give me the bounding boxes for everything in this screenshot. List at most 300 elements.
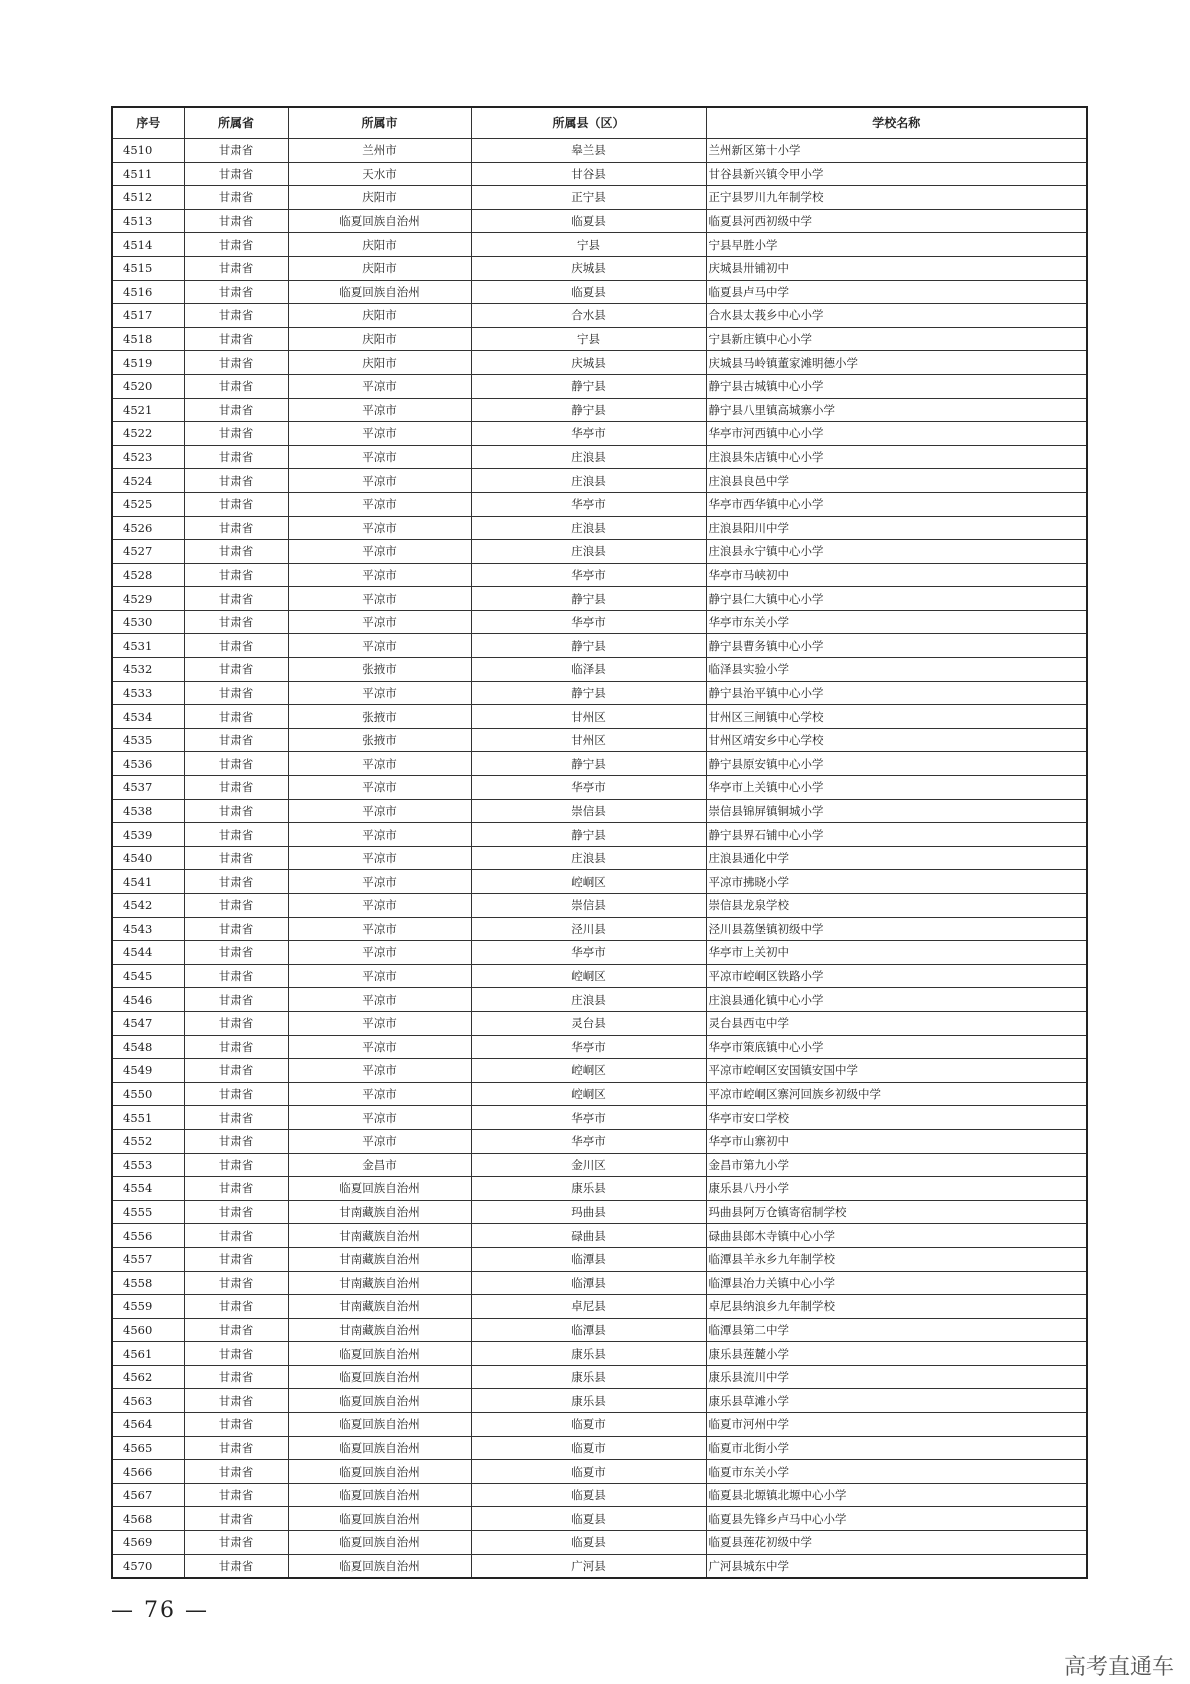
cell-province: 甘肃省 (184, 1436, 288, 1460)
table-row (112, 1129, 1087, 1153)
cell-county: 华亭市 (471, 422, 706, 446)
cell-school-name: 金昌市第九小学 (706, 1153, 1087, 1177)
table-row (112, 492, 1087, 516)
cell-school-name: 甘州区靖安乡中心学校 (706, 728, 1087, 752)
cell-school-name: 临夏县北塬镇北塬中心小学 (706, 1483, 1087, 1507)
cell-seq: 4511 (112, 162, 184, 186)
cell-seq: 4523 (112, 445, 184, 469)
table-row (112, 1531, 1087, 1555)
table-row (112, 351, 1087, 375)
cell-city: 甘南藏族自治州 (288, 1271, 471, 1295)
cell-province: 甘肃省 (184, 256, 288, 280)
cell-school-name: 康乐县八丹小学 (706, 1177, 1087, 1201)
cell-province: 甘肃省 (184, 964, 288, 988)
table-row (112, 1271, 1087, 1295)
cell-seq: 4569 (112, 1531, 184, 1555)
cell-school-name: 静宁县仁大镇中心小学 (706, 587, 1087, 611)
cell-city: 平凉市 (288, 398, 471, 422)
table-row (112, 1011, 1087, 1035)
cell-school-name: 静宁县原安镇中心小学 (706, 752, 1087, 776)
cell-county: 康乐县 (471, 1177, 706, 1201)
cell-county: 甘州区 (471, 705, 706, 729)
cell-city: 平凉市 (288, 988, 471, 1012)
table-row (112, 1177, 1087, 1201)
cell-city: 临夏回族自治州 (288, 1483, 471, 1507)
cell-school-name: 崇信县龙泉学校 (706, 894, 1087, 918)
cell-county: 华亭市 (471, 776, 706, 800)
cell-seq: 4553 (112, 1153, 184, 1177)
cell-province: 甘肃省 (184, 422, 288, 446)
cell-county: 康乐县 (471, 1342, 706, 1366)
cell-school-name: 华亭市东关小学 (706, 610, 1087, 634)
cell-province: 甘肃省 (184, 752, 288, 776)
cell-province: 甘肃省 (184, 1035, 288, 1059)
cell-city: 平凉市 (288, 799, 471, 823)
cell-province: 甘肃省 (184, 516, 288, 540)
cell-seq: 4558 (112, 1271, 184, 1295)
table-row (112, 1554, 1087, 1578)
cell-province: 甘肃省 (184, 681, 288, 705)
cell-county: 静宁县 (471, 374, 706, 398)
cell-seq: 4567 (112, 1483, 184, 1507)
cell-school-name: 庆城县卅铺初中 (706, 256, 1087, 280)
table-row (112, 658, 1087, 682)
cell-city: 平凉市 (288, 422, 471, 446)
cell-school-name: 静宁县治平镇中心小学 (706, 681, 1087, 705)
cell-school-name: 临夏县河西初级中学 (706, 209, 1087, 233)
cell-city: 平凉市 (288, 752, 471, 776)
table-row (112, 587, 1087, 611)
cell-school-name: 庄浪县良邑中学 (706, 469, 1087, 493)
table-row (112, 1035, 1087, 1059)
cell-school-name: 合水县太莪乡中心小学 (706, 304, 1087, 328)
cell-county: 华亭市 (471, 610, 706, 634)
header-row (112, 107, 1087, 139)
cell-county: 静宁县 (471, 634, 706, 658)
cell-school-name: 临潭县羊永乡九年制学校 (706, 1247, 1087, 1271)
cell-city: 张掖市 (288, 728, 471, 752)
cell-seq: 4536 (112, 752, 184, 776)
cell-county: 崇信县 (471, 894, 706, 918)
header-county: 所属县（区） (471, 107, 706, 139)
cell-province: 甘肃省 (184, 728, 288, 752)
cell-county: 庄浪县 (471, 445, 706, 469)
cell-county: 华亭市 (471, 1035, 706, 1059)
cell-school-name: 玛曲县阿万仓镇寄宿制学校 (706, 1200, 1087, 1224)
cell-seq: 4510 (112, 139, 184, 163)
table-row (112, 1460, 1087, 1484)
cell-school-name: 灵台县西屯中学 (706, 1011, 1087, 1035)
cell-seq: 4512 (112, 186, 184, 210)
table-row (112, 209, 1087, 233)
cell-province: 甘肃省 (184, 894, 288, 918)
table-row (112, 563, 1087, 587)
cell-seq: 4561 (112, 1342, 184, 1366)
cell-province: 甘肃省 (184, 1507, 288, 1531)
cell-seq: 4521 (112, 398, 184, 422)
cell-province: 甘肃省 (184, 1271, 288, 1295)
page-number: — 76 — (111, 1598, 209, 1623)
table-row (112, 964, 1087, 988)
cell-county: 临泽县 (471, 658, 706, 682)
cell-school-name: 华亭市马峡初中 (706, 563, 1087, 587)
table-row (112, 540, 1087, 564)
table-header (112, 107, 1087, 139)
cell-county: 广河县 (471, 1554, 706, 1578)
cell-school-name: 庄浪县通化镇中心小学 (706, 988, 1087, 1012)
cell-seq: 4525 (112, 492, 184, 516)
cell-county: 庄浪县 (471, 846, 706, 870)
table-body (112, 139, 1087, 1579)
table-row (112, 1295, 1087, 1319)
cell-city: 平凉市 (288, 469, 471, 493)
table-row (112, 799, 1087, 823)
cell-province: 甘肃省 (184, 1483, 288, 1507)
cell-province: 甘肃省 (184, 1389, 288, 1413)
cell-county: 庄浪县 (471, 469, 706, 493)
table-row (112, 681, 1087, 705)
cell-province: 甘肃省 (184, 1106, 288, 1130)
cell-seq: 4557 (112, 1247, 184, 1271)
cell-city: 甘南藏族自治州 (288, 1295, 471, 1319)
cell-city: 兰州市 (288, 139, 471, 163)
cell-school-name: 临夏县莲花初级中学 (706, 1531, 1087, 1555)
cell-school-name: 康乐县流川中学 (706, 1365, 1087, 1389)
cell-county: 庄浪县 (471, 540, 706, 564)
cell-county: 崆峒区 (471, 1059, 706, 1083)
cell-seq: 4565 (112, 1436, 184, 1460)
cell-school-name: 正宁县罗川九年制学校 (706, 186, 1087, 210)
cell-city: 平凉市 (288, 540, 471, 564)
cell-province: 甘肃省 (184, 469, 288, 493)
table-row (112, 186, 1087, 210)
cell-school-name: 甘州区三闸镇中心学校 (706, 705, 1087, 729)
cell-county: 临夏县 (471, 1483, 706, 1507)
cell-seq: 4540 (112, 846, 184, 870)
cell-seq: 4551 (112, 1106, 184, 1130)
watermark: 高考直通车 (1063, 1655, 1174, 1680)
cell-province: 甘肃省 (184, 563, 288, 587)
table-row (112, 894, 1087, 918)
cell-county: 灵台县 (471, 1011, 706, 1035)
cell-county: 皋兰县 (471, 139, 706, 163)
cell-school-name: 泾川县荔堡镇初级中学 (706, 917, 1087, 941)
cell-city: 平凉市 (288, 587, 471, 611)
cell-school-name: 临夏县先锋乡卢马中心小学 (706, 1507, 1087, 1531)
cell-seq: 4513 (112, 209, 184, 233)
cell-seq: 4518 (112, 327, 184, 351)
table-row (112, 941, 1087, 965)
table-row (112, 1059, 1087, 1083)
cell-seq: 4546 (112, 988, 184, 1012)
cell-city: 临夏回族自治州 (288, 1554, 471, 1578)
table-row (112, 233, 1087, 257)
cell-city: 平凉市 (288, 964, 471, 988)
cell-county: 临潭县 (471, 1247, 706, 1271)
cell-county: 华亭市 (471, 1129, 706, 1153)
cell-seq: 4531 (112, 634, 184, 658)
cell-school-name: 临夏市东关小学 (706, 1460, 1087, 1484)
cell-province: 甘肃省 (184, 658, 288, 682)
cell-seq: 4543 (112, 917, 184, 941)
table-row (112, 1106, 1087, 1130)
cell-city: 庆阳市 (288, 304, 471, 328)
cell-school-name: 华亭市上关初中 (706, 941, 1087, 965)
cell-seq: 4529 (112, 587, 184, 611)
table-row (112, 398, 1087, 422)
cell-city: 庆阳市 (288, 186, 471, 210)
cell-city: 平凉市 (288, 1082, 471, 1106)
cell-seq: 4537 (112, 776, 184, 800)
cell-seq: 4535 (112, 728, 184, 752)
table-row (112, 870, 1087, 894)
table-row (112, 752, 1087, 776)
cell-city: 临夏回族自治州 (288, 1436, 471, 1460)
cell-school-name: 临夏市北街小学 (706, 1436, 1087, 1460)
cell-county: 宁县 (471, 233, 706, 257)
cell-school-name: 华亭市安口学校 (706, 1106, 1087, 1130)
table-row (112, 1318, 1087, 1342)
cell-county: 临夏市 (471, 1413, 706, 1437)
cell-school-name: 宁县新庄镇中心小学 (706, 327, 1087, 351)
cell-province: 甘肃省 (184, 776, 288, 800)
cell-seq: 4522 (112, 422, 184, 446)
cell-seq: 4566 (112, 1460, 184, 1484)
cell-city: 平凉市 (288, 1059, 471, 1083)
cell-school-name: 庄浪县阳川中学 (706, 516, 1087, 540)
cell-county: 崇信县 (471, 799, 706, 823)
cell-school-name: 碌曲县郎木寺镇中心小学 (706, 1224, 1087, 1248)
cell-city: 临夏回族自治州 (288, 280, 471, 304)
cell-city: 庆阳市 (288, 351, 471, 375)
cell-seq: 4549 (112, 1059, 184, 1083)
cell-province: 甘肃省 (184, 1059, 288, 1083)
cell-province: 甘肃省 (184, 610, 288, 634)
cell-province: 甘肃省 (184, 799, 288, 823)
cell-county: 临夏县 (471, 209, 706, 233)
table-row (112, 516, 1087, 540)
table-row (112, 469, 1087, 493)
cell-city: 甘南藏族自治州 (288, 1318, 471, 1342)
cell-county: 临夏县 (471, 1531, 706, 1555)
cell-province: 甘肃省 (184, 846, 288, 870)
cell-seq: 4514 (112, 233, 184, 257)
cell-seq: 4538 (112, 799, 184, 823)
cell-province: 甘肃省 (184, 1413, 288, 1437)
cell-school-name: 静宁县古城镇中心小学 (706, 374, 1087, 398)
header-school-name: 学校名称 (706, 107, 1087, 139)
cell-city: 平凉市 (288, 634, 471, 658)
cell-seq: 4544 (112, 941, 184, 965)
cell-province: 甘肃省 (184, 351, 288, 375)
cell-county: 合水县 (471, 304, 706, 328)
cell-seq: 4519 (112, 351, 184, 375)
cell-province: 甘肃省 (184, 492, 288, 516)
cell-county: 华亭市 (471, 563, 706, 587)
cell-province: 甘肃省 (184, 1082, 288, 1106)
header-seq: 序号 (112, 107, 184, 139)
cell-seq: 4568 (112, 1507, 184, 1531)
cell-seq: 4564 (112, 1413, 184, 1437)
header-city: 所属市 (288, 107, 471, 139)
cell-school-name: 华亭市策底镇中心小学 (706, 1035, 1087, 1059)
cell-school-name: 静宁县界石铺中心小学 (706, 823, 1087, 847)
cell-province: 甘肃省 (184, 941, 288, 965)
cell-city: 甘南藏族自治州 (288, 1247, 471, 1271)
cell-province: 甘肃省 (184, 1153, 288, 1177)
table-row (112, 304, 1087, 328)
table-row (112, 988, 1087, 1012)
cell-school-name: 卓尼县纳浪乡九年制学校 (706, 1295, 1087, 1319)
cell-school-name: 康乐县草滩小学 (706, 1389, 1087, 1413)
cell-province: 甘肃省 (184, 209, 288, 233)
table-row (112, 1082, 1087, 1106)
cell-city: 临夏回族自治州 (288, 1365, 471, 1389)
cell-seq: 4526 (112, 516, 184, 540)
cell-seq: 4524 (112, 469, 184, 493)
cell-county: 静宁县 (471, 587, 706, 611)
cell-city: 平凉市 (288, 1035, 471, 1059)
cell-city: 平凉市 (288, 823, 471, 847)
cell-city: 天水市 (288, 162, 471, 186)
cell-province: 甘肃省 (184, 1011, 288, 1035)
cell-school-name: 平凉市崆峒区安国镇安国中学 (706, 1059, 1087, 1083)
cell-city: 平凉市 (288, 681, 471, 705)
cell-county: 宁县 (471, 327, 706, 351)
cell-school-name: 平凉市崆峒区铁路小学 (706, 964, 1087, 988)
cell-province: 甘肃省 (184, 233, 288, 257)
table-row (112, 1224, 1087, 1248)
cell-city: 庆阳市 (288, 233, 471, 257)
cell-seq: 4563 (112, 1389, 184, 1413)
cell-seq: 4528 (112, 563, 184, 587)
cell-province: 甘肃省 (184, 634, 288, 658)
cell-province: 甘肃省 (184, 870, 288, 894)
header-province: 所属省 (184, 107, 288, 139)
cell-city: 平凉市 (288, 776, 471, 800)
cell-county: 正宁县 (471, 186, 706, 210)
cell-county: 碌曲县 (471, 1224, 706, 1248)
table-row (112, 1436, 1087, 1460)
cell-seq: 4542 (112, 894, 184, 918)
table-row (112, 327, 1087, 351)
cell-county: 康乐县 (471, 1389, 706, 1413)
cell-school-name: 甘谷县新兴镇令甲小学 (706, 162, 1087, 186)
cell-county: 临夏县 (471, 280, 706, 304)
cell-county: 康乐县 (471, 1365, 706, 1389)
cell-city: 平凉市 (288, 917, 471, 941)
table-row (112, 1342, 1087, 1366)
cell-city: 庆阳市 (288, 256, 471, 280)
cell-province: 甘肃省 (184, 186, 288, 210)
table-row (112, 846, 1087, 870)
cell-school-name: 宁县早胜小学 (706, 233, 1087, 257)
cell-seq: 4539 (112, 823, 184, 847)
cell-county: 临夏县 (471, 1507, 706, 1531)
cell-city: 平凉市 (288, 1011, 471, 1035)
table-row (112, 139, 1087, 163)
cell-city: 平凉市 (288, 445, 471, 469)
cell-county: 金川区 (471, 1153, 706, 1177)
cell-province: 甘肃省 (184, 1318, 288, 1342)
cell-county: 临夏市 (471, 1436, 706, 1460)
cell-seq: 4520 (112, 374, 184, 398)
cell-seq: 4541 (112, 870, 184, 894)
cell-seq: 4530 (112, 610, 184, 634)
cell-county: 华亭市 (471, 492, 706, 516)
cell-province: 甘肃省 (184, 304, 288, 328)
cell-city: 临夏回族自治州 (288, 1342, 471, 1366)
cell-school-name: 庆城县马岭镇董家滩明德小学 (706, 351, 1087, 375)
cell-city: 平凉市 (288, 492, 471, 516)
cell-seq: 4556 (112, 1224, 184, 1248)
table-row (112, 422, 1087, 446)
table-row (112, 256, 1087, 280)
cell-county: 静宁县 (471, 398, 706, 422)
cell-school-name: 临泽县实验小学 (706, 658, 1087, 682)
cell-province: 甘肃省 (184, 1200, 288, 1224)
cell-county: 泾川县 (471, 917, 706, 941)
table-row (112, 1413, 1087, 1437)
cell-seq: 4516 (112, 280, 184, 304)
cell-city: 平凉市 (288, 1106, 471, 1130)
cell-province: 甘肃省 (184, 1554, 288, 1578)
cell-province: 甘肃省 (184, 705, 288, 729)
cell-city: 平凉市 (288, 1129, 471, 1153)
cell-city: 平凉市 (288, 941, 471, 965)
table-row (112, 1247, 1087, 1271)
cell-county: 静宁县 (471, 681, 706, 705)
cell-school-name: 静宁县八里镇高城寨小学 (706, 398, 1087, 422)
cell-seq: 4570 (112, 1554, 184, 1578)
table-row (112, 162, 1087, 186)
cell-city: 甘南藏族自治州 (288, 1200, 471, 1224)
table-row (112, 445, 1087, 469)
cell-school-name: 华亭市上关镇中心小学 (706, 776, 1087, 800)
cell-seq: 4517 (112, 304, 184, 328)
cell-county: 庆城县 (471, 256, 706, 280)
cell-seq: 4550 (112, 1082, 184, 1106)
cell-province: 甘肃省 (184, 540, 288, 564)
table-row (112, 1507, 1087, 1531)
table-row (112, 374, 1087, 398)
cell-province: 甘肃省 (184, 374, 288, 398)
cell-city: 临夏回族自治州 (288, 1389, 471, 1413)
cell-seq: 4552 (112, 1129, 184, 1153)
cell-school-name: 华亭市河西镇中心小学 (706, 422, 1087, 446)
school-list-table (111, 106, 1088, 1579)
cell-province: 甘肃省 (184, 1177, 288, 1201)
cell-county: 庄浪县 (471, 516, 706, 540)
cell-city: 临夏回族自治州 (288, 1507, 471, 1531)
cell-county: 卓尼县 (471, 1295, 706, 1319)
cell-city: 张掖市 (288, 705, 471, 729)
cell-province: 甘肃省 (184, 823, 288, 847)
cell-seq: 4533 (112, 681, 184, 705)
cell-seq: 4527 (112, 540, 184, 564)
cell-seq: 4555 (112, 1200, 184, 1224)
cell-school-name: 庄浪县永宁镇中心小学 (706, 540, 1087, 564)
cell-province: 甘肃省 (184, 327, 288, 351)
cell-school-name: 庄浪县通化中学 (706, 846, 1087, 870)
cell-school-name: 临潭县冶力关镇中心小学 (706, 1271, 1087, 1295)
cell-seq: 4532 (112, 658, 184, 682)
cell-county: 玛曲县 (471, 1200, 706, 1224)
cell-province: 甘肃省 (184, 587, 288, 611)
cell-city: 临夏回族自治州 (288, 209, 471, 233)
cell-province: 甘肃省 (184, 398, 288, 422)
cell-city: 平凉市 (288, 516, 471, 540)
